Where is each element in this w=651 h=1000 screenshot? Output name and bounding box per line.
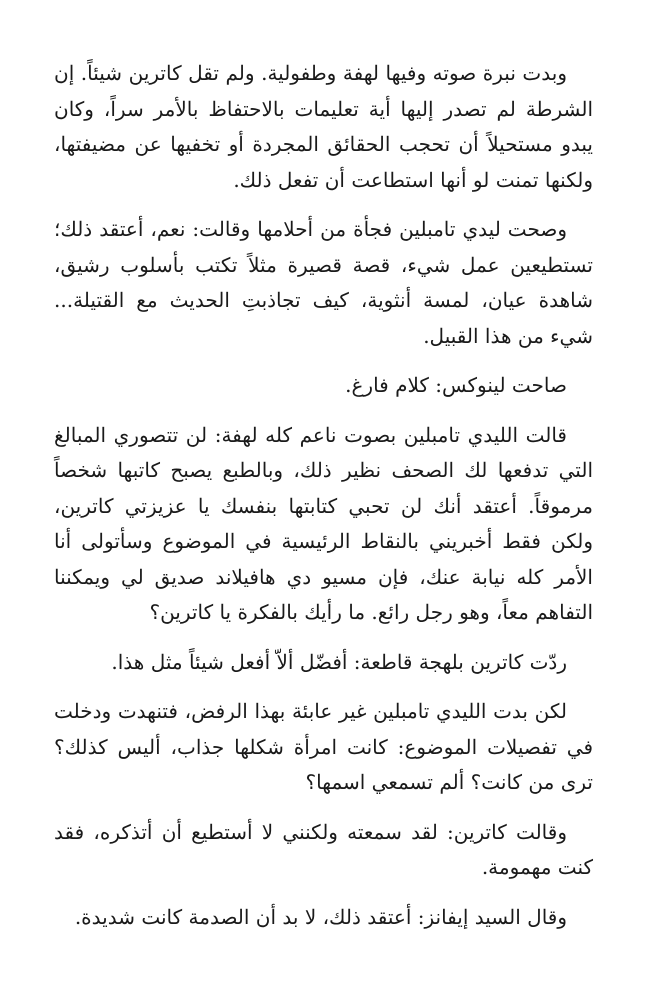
paragraph-3: صاحت لينوكس: كلام فارغ. [345, 373, 567, 397]
paragraph-8: وقال السيد إيفانز: أعتقد ذلك، لا بد أن الصدمة كانت شديدة. [74, 904, 567, 929]
paragraph-6: لكن بدت الليدي تامبلين غير عابئة بهذا الرفض، فتنهدت ودخلت في تفصيلات الموضوع: كانت امرأة شكلها جذاب، أليس كذلك؟ ترى من كانت؟ ألم تسمعي اسمها؟ [54, 699, 593, 794]
paragraph-2: وصحت ليدي تامبلين فجأة من أحلامها وقالت: نعم، أعتقد ذلك؛ تستطيعين عمل شيء، قصة قصيرة مثلاً تكتب بأسلوب رشيق، شاهدة عيان، لمسة أنثوية، كيف تجاذبتِ الحديث مع القتيلة... شيء من هذا القبيل. [54, 217, 593, 348]
paragraph-4: قالت الليدي تامبلين بصوت ناعم كله لهفة: لن تتصوري المبالغ التي تدفعها لك الصحف نظير ذلك، وبالطبع يصبح كاتبها شخصاً مرموقاً. أعتقد أنك لن تحبي كتابتها بنفسك يا عزيزتي كاترين، ولكن فقط أخبريني بالنقاط الرئيسية في الموضوع وسأتولى أنا الأمر كله نيابة عنك، فإن مسيو دي هافيلاند صديق لي ويمكننا التفاهم معاً، وهو رجل رائع. ما رأيك بالفكرة يا كاترين؟ [54, 422, 593, 624]
paragraph-1: وبدت نبرة صوته وفيها لهفة وطفولية. ولم تقل كاترين شيئاً. إن الشرطة لم تصدر إليها أية تعليمات بالاحتفاظ بالأمر سراً، وكان يبدو مستحيلاً أن تحجب الحقائق المجردة أو تخفيها عن مضيفتها، ولكنها تمنت لو أنها استطاعت أن تفعل ذلك. [54, 61, 593, 192]
paragraph-5: ردّت كاترين بلهجة قاطعة: أفضّل ألاّ أفعل شيئاً مثل هذا. [111, 649, 567, 674]
paragraph-7: وقالت كاترين: لقد سمعته ولكنني لا أستطيع أن أتذكره، فقد كنت مهمومة. [54, 819, 593, 879]
